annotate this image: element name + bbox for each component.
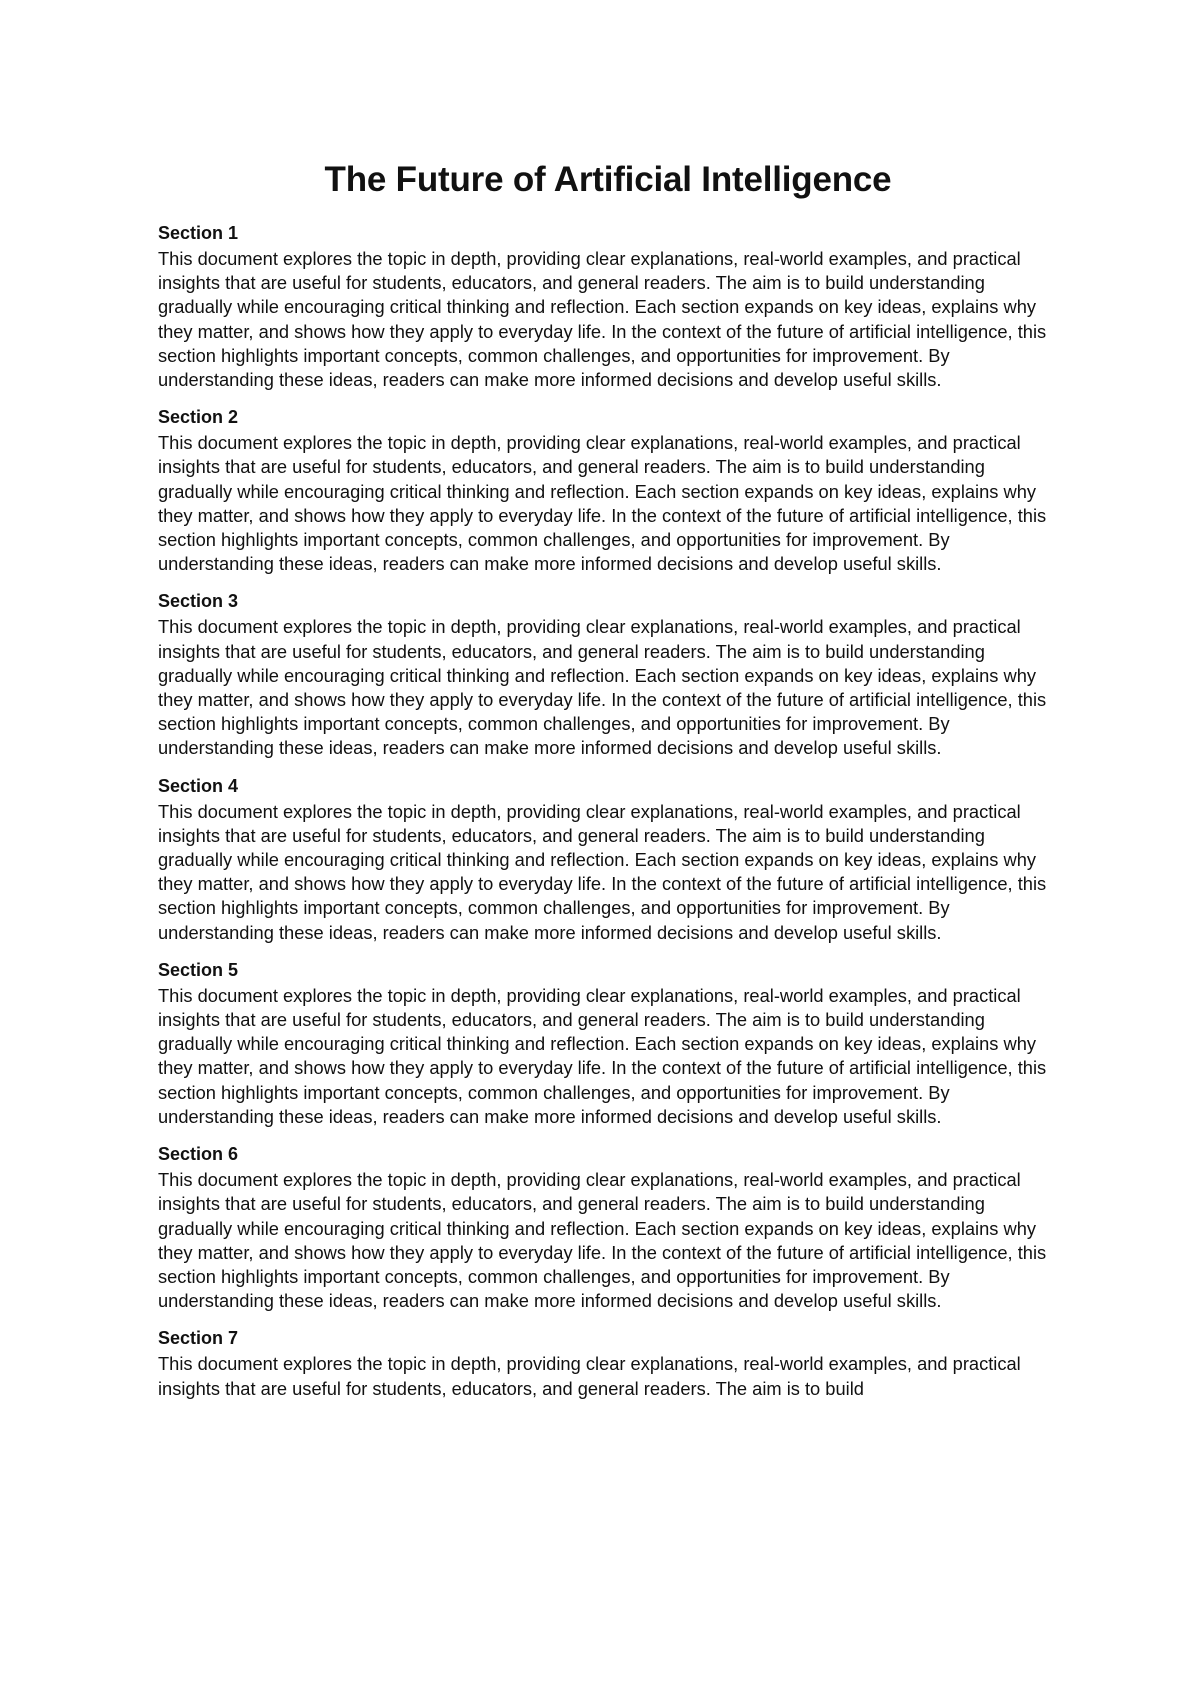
section-heading: Section 1 — [158, 223, 239, 243]
section-2 — [158, 406, 1058, 576]
section-heading: Section 6 — [158, 1144, 239, 1165]
section-body: This document explores the topic in depth, providing clear explanations, real-world examples, and practical insights that are useful for students, educators, and general readers. The aim is to build understanding gradually while encouraging critical thinking and reflection. Each section expands on key ideas, explains why they matter, and shows how they apply to everyday life. In the context of the future of artificial intelligence, this section highlights important concepts, common challenges, and opportunities for improvement. By understanding these ideas, readers can make more informed decisions and develop useful skills. — [158, 1169, 1047, 1312]
section-body: This document explores the topic in depth, providing clear explanations, real-world examples, and practical insights that are useful for students, educators, and general readers. The aim is to build understanding gradually while encouraging critical thinking and reflection. Each section expands on key ideas, explains why they matter, and shows how they apply to everyday life. In the context of the future of artificial intelligence, this section highlights important concepts, common challenges, and opportunities for improvement. By understanding these ideas, readers can make more informed decisions and develop useful skills. — [158, 432, 1047, 575]
section-4 — [158, 775, 1058, 945]
section-heading: Section 7 — [158, 1328, 239, 1349]
section-heading: Section 3 — [158, 591, 239, 612]
section-body: This document explores the topic in depth, providing clear explanations, real-world examples, and practical insights that are useful for students, educators, and general readers. The aim is to build understanding gradually while encouraging critical thinking and reflection. Each section expands on key ideas, explains why they matter, and shows how they apply to everyday life. In the context of the future of artificial intelligence, this section highlights important concepts, common challenges, and opportunities for improvement. By understanding these ideas, readers can make more informed decisions and develop useful skills. — [158, 616, 1047, 759]
section-heading: Section 2 — [158, 407, 239, 428]
section-body: This document explores the topic in depth, providing clear explanations, real-world examples, and practical insights that are useful for students, educators, and general readers. The aim is to build understanding gradually while encouraging critical thinking and reflection. Each section expands on key ideas, explains why they matter, and shows how they apply to everyday life. In the context of the future of artificial intelligence, this section highlights important concepts, common challenges, and opportunities for improvement. By understanding these ideas, readers can make more informed decisions and develop useful skills. — [158, 248, 1047, 391]
section-heading: Section 4 — [158, 775, 239, 796]
section-body: This document explores the topic in depth, providing clear explanations, real-world examples, and practical insights that are useful for students, educators, and general readers. The aim is to build — [158, 1353, 1021, 1399]
section-body: This document explores the topic in depth, providing clear explanations, real-world examples, and practical insights that are useful for students, educators, and general readers. The aim is to build understanding gradually while encouraging critical thinking and reflection. Each section expands on key ideas, explains why they matter, and shows how they apply to everyday life. In the context of the future of artificial intelligence, this section highlights important concepts, common challenges, and opportunities for improvement. By understanding these ideas, readers can make more informed decisions and develop useful skills. — [158, 800, 1047, 943]
section-body: This document explores the topic in depth, providing clear explanations, real-world examples, and practical insights that are useful for students, educators, and general readers. The aim is to build understanding gradually while encouraging critical thinking and reflection. Each section expands on key ideas, explains why they matter, and shows how they apply to everyday life. In the context of the future of artificial intelligence, this section highlights important concepts, common challenges, and opportunities for improvement. By understanding these ideas, readers can make more informed decisions and develop useful skills. — [158, 984, 1047, 1127]
section-6 — [158, 1143, 1058, 1313]
document-title: The Future of Artificial Intelligence — [324, 160, 892, 199]
section-1 — [158, 222, 1058, 392]
document-page — [158, 158, 1058, 1414]
section-5 — [158, 959, 1058, 1129]
section-7 — [158, 1327, 1058, 1400]
section-3 — [158, 590, 1058, 760]
section-heading: Section 5 — [158, 959, 239, 980]
